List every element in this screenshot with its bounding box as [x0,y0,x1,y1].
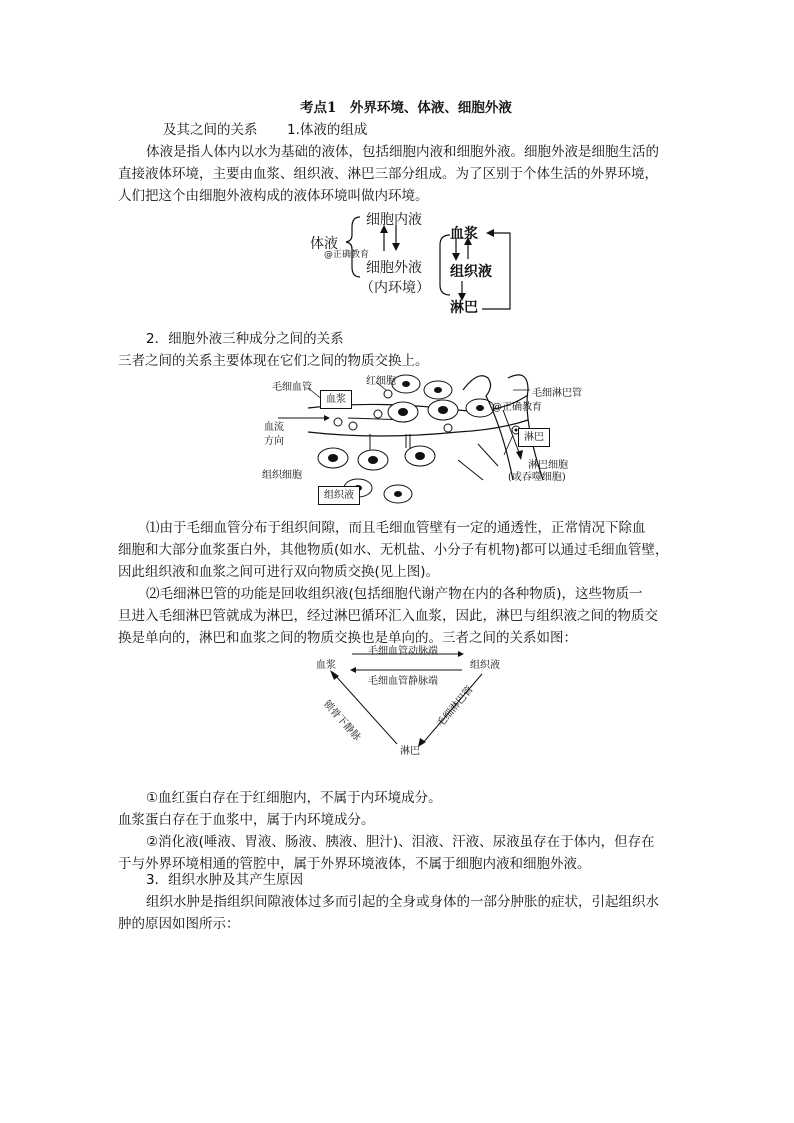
para2: 三者之间的关系主要体现在它们之间的物质交换上。 [118,353,429,369]
label-internal-environment: （内环境） [360,280,430,296]
label-box-lymph: 淋巴 [518,428,550,447]
label-lymph-capillary: 毛细淋巴管 [532,388,582,399]
label-phagocyte: (或吞噬细胞) [508,472,566,483]
figure-capillary-exchange [258,370,598,510]
label-direction: 方向 [264,436,284,447]
figure-fluid-triangle [312,644,522,760]
figure-body-fluid-composition [300,205,530,320]
note1: ①血红蛋白存在于红细胞内，不属于内环境成分。 [146,790,442,806]
heading-extracellular-relations: 2．细胞外液三种成分之间的关系 [146,331,344,347]
para4-line1: ⑵毛细淋巴管的功能是回收组织液(包括细胞代谢产物在内的各种物质)，这些物质一 [146,586,643,602]
label-capillary: 毛细血管 [272,382,312,393]
arterial-end-label: 毛细血管动脉端 [368,646,438,657]
heading-tissue-edema: 3．组织水肿及其产生原因 [146,872,304,888]
label-lymph: 淋巴 [450,300,478,316]
note3-line1: ②消化液(唾液、胃液、肠液、胰液、胆汁)、泪液、汗液、尿液虽存在于体内，但存在 [146,834,655,850]
label-lymphocyte: 淋巴细胞 [528,460,568,471]
label-red-blood-cell: 红细胞 [366,376,396,387]
para3-line2: 细胞和大部分血浆蛋白外，其他物质(如水、无机盐、小分子有机物)都可以通过毛细血管壁， [118,542,669,558]
label-body-fluid: 体液 [310,236,338,252]
label-extracellular-fluid: 细胞外液 [366,260,422,276]
para1-line2: 直接液体环境，主要由血浆、组织液、淋巴三部分组成。为了区别于个体生活的外界环境， [118,166,658,182]
right-side-label: 毛细淋巴管 [435,684,476,730]
para5-line2: 肿的原因如图所示： [118,916,240,932]
para4-line2: 旦进入毛细淋巴管就成为淋巴，经过淋巴循环汇入血浆，因此，淋巴与组织液之间的物质交 [118,608,658,624]
venous-end-label: 毛细血管静脉端 [368,676,438,687]
triangle-tissue-fluid: 组织液 [470,660,500,671]
label-tissue-cell: 组织细胞 [262,470,302,481]
para3-line1: ⑴由于毛细血管分布于组织间隙，而且毛细血管壁有一定的通透性，正常情况下除血 [146,520,646,536]
label-plasma: 血浆 [450,226,478,242]
para1-line1: 体液是指人体内以水为基础的液体，包括细胞内液和细胞外液。细胞外液是细胞生活的 [146,144,659,160]
note2: 血浆蛋白存在于血浆中，属于内环境成分。 [118,812,375,828]
watermark-text-2: @正确教育 [492,402,542,413]
heading-body-fluid-composition: 1.体液的组成 [287,122,368,138]
label-box-tissue-fluid: 组织液 [318,486,360,505]
watermark-text: @正确教育 [324,250,370,260]
para4-line3: 换是单向的，淋巴和血浆之间的物质交换也是单向的。三者之间的关系如图： [118,630,577,646]
triangle-plasma: 血浆 [316,660,336,671]
section-title: 考点1 外界环境、体液、细胞外液 [300,100,512,116]
left-side-label: 锁骨下静脉 [320,698,363,744]
para5-line1: 组织水肿是指组织间隙液体过多而引起的全身或身体的一部分肿胀的症状，引起组织水 [146,894,659,910]
label-blood-flow: 血流 [264,422,284,433]
label-intracellular-fluid: 细胞内液 [366,212,422,228]
para1-line3: 人们把这个由细胞外液构成的液体环境叫做内环境。 [118,188,429,204]
subtitle-line: 及其之间的关系 [163,122,258,138]
label-tissue-fluid: 组织液 [450,264,492,280]
para3-line3: 因此组织液和血浆之间可进行双向物质交换(见上图)。 [118,564,440,580]
triangle-lymph: 淋巴 [400,746,420,757]
note3-line2: 于与外界环境相通的管腔中，属于外界环境液体，不属于细胞内液和细胞外液。 [118,856,591,872]
label-box-plasma: 血浆 [320,390,352,409]
